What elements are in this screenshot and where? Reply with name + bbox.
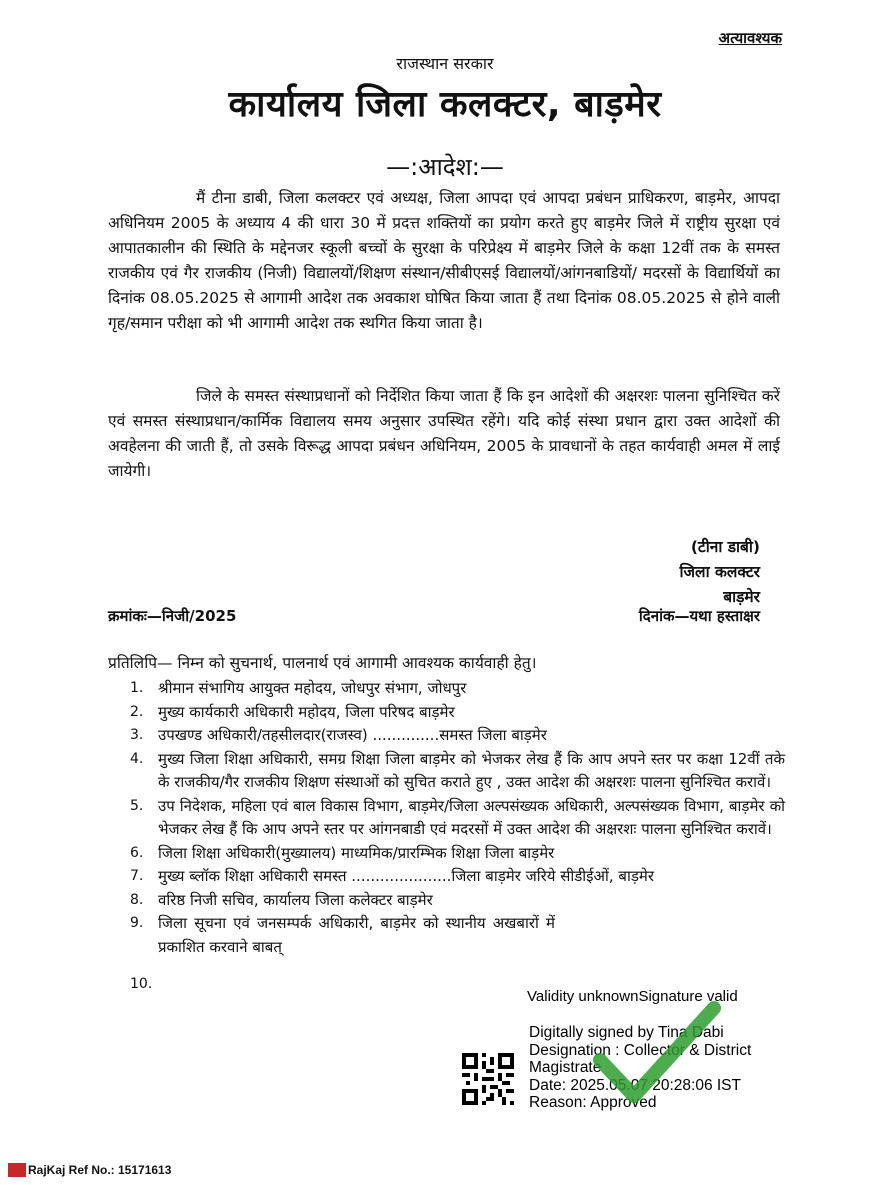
rajkaj-logo-icon [8,1163,26,1177]
list-item [130,724,785,748]
list-item [130,795,785,842]
list-item-number: 4. [130,750,144,767]
urgent-label: अत्यावश्यक [718,29,782,47]
list-item [130,842,785,866]
list-item-text: श्रीमान संभागिय आयुक्त महोदय, जोधपुर संभाग, जोधपुर [158,679,467,697]
list-item [130,677,785,701]
reference-date: दिनांक—यथा हस्ताक्षर [638,607,760,625]
list-item-number: 9. [130,915,144,931]
list-item-text: मुख्य ब्लॉक शिक्षा अधिकारी समस्त .....................जिला बाड़मेर जरिये सीडीईओं, बाड़मेर [158,867,654,885]
list-item-text: मुख्य जिला शिक्षा अधिकारी, समग्र शिक्षा जिला बाड़मेर को भेजकर लेख हैं कि आप अपने स्तर पर कक्षा 12वीं तके के राजकीय/गैर राजकीय शिक्षण संस्थाओं को सुचित कराते हुए , उक्त आदेश की अक्षरशः पालना सुनिश्चित करावें। [158,749,785,791]
list-item [130,701,785,725]
checkmark-icon [592,1000,722,1110]
signature-date: Date: 2025.05.07 20:28:06 IST [529,1076,741,1094]
rajkaj-ref-text: RajKaj Ref No.: 15171613 [28,1163,172,1177]
list-item [130,748,785,795]
list-item [130,889,785,913]
list-item-number: 2. [130,703,144,720]
list-item-number: 3. [130,727,144,743]
rajkaj-reference [8,1163,171,1177]
signatory-name: (टीना डाबी) [690,538,760,556]
order-paragraph-2: जिले के समस्त संस्थाप्रधानों को निर्देशित किया जाता हैं कि इन आदेशों की अक्षरशः पालना सुनिश्चित करें एवं समस्त संस्थाप्रधान/कार्मिक विद्यालय समय अनुसार उपस्थित रहेंगे। यदि कोई संस्था प्रधान द्वारा उक्त आदेशों की अवहेलना की जाती हैं, तो उसके विरूद्ध आपदा प्रबंधन अधिनियम, 2005 के प्रावधानों के तहत कार्यवाही अमल में लाई जायेगी। [108,387,780,480]
list-item-number: 10. [130,976,153,992]
signature-validity: Validity unknownSignature valid [527,988,738,1005]
list-item-number: 8. [130,891,144,908]
list-item-number: 7. [130,868,144,884]
list-item [130,912,785,959]
signature-reason: Reason: Approved [529,1094,657,1111]
signed-by: Digitally signed by Tina Dabi [529,1024,724,1041]
list-item-number: 1. [130,680,144,696]
signatory-place: बाड़मेर [723,588,760,606]
list-item [130,865,785,889]
order-paragraph-1: मैं टीना डाबी, जिला कलक्टर एवं अध्यक्ष, जिला आपदा एवं आपदा प्रबंधन प्राधिकरण, बाड़मेर, आपदा अधिनियम 2005 के अध्याय 4 की धारा 30 में प्रदत्त शक्तियों का प्रयोग करते हुए बाड़मेर जिले में राष्ट्रीय सुरक्षा एवं आपातकालीन की स्थिति के मद्देनजर स्कूली बच्चों के सुरक्षा के परिप्रेक्ष्य में बाड़मेर जिले के कक्षा 12वीं तक के समस्त राजकीय एवं गैर राजकीय (निजी) विद्यालयों/शिक्षण संस्थान/सीबीएसई विद्यालयों/आंगनबाडियों/ मदरसों के विद्यार्थियों का दिनांक 08.05.2025 से आगामी आदेश तक अवकाश घोषित किया जाता हैं तथा दिनांक 08.05.2025 से होने वाली गृह/समान परीक्षा को भी आगामी आदेश तक स्थगित किया जाता है। [108,189,780,332]
office-title: कार्यालय जिला कलक्टर, बाड़मेर [228,84,662,125]
list-item-text: उपखण्ड अधिकारी/तहसीलदार(राजस्व) ..............समस्त जिला बाड़मेर [158,726,547,744]
signer-designation: Designation : Collector & District [529,1041,752,1059]
order-heading: —:आदेश:— [386,153,504,181]
list-item-number: 5. [130,797,144,814]
list-item-text: वरिष्ठ निजी सचिव, कार्यालय जिला कलेक्टर बाड़मेर [158,890,433,909]
signatory-block [680,535,760,610]
list-item-text: मुख्य कार्यकारी अधिकारी महोदय, जिला परिषद बाड़मेर [158,702,455,721]
list-item-text: जिला शिक्षा अधिकारी(मुख्यालय) माध्यमिक/प्रारम्भिक शिक्षा जिला बाड़मेर [158,843,555,862]
signer-designation-cont: Magistrate [529,1059,602,1076]
copy-to-intro: प्रतिलिपि— निम्न को सुचनार्थ, पालनार्थ एवं आगामी आवश्यक कार्यवाही हेतु। [108,654,537,672]
copy-to-list [130,677,785,992]
qr-code-icon [462,1053,514,1105]
list-item-text: जिला सूचना एवं जनसम्पर्क अधिकारी, बाड़मेर को स्थानीय अखबारों में प्रकाशित करवाने बाबत् [158,914,555,956]
reference-number: क्रमांकः—निजी/2025 [108,607,237,625]
signatory-designation: जिला कलक्टर [679,563,760,581]
list-item-number: 6. [130,844,144,861]
list-item-text: उप निदेशक, महिला एवं बाल विकास विभाग, बाड़मेर/जिला अल्पसंख्यक अधिकारी, अल्पसंख्यक विभाग, बाड़मेर को भेजकर लेख हैं कि आप अपने स्तर पर आंगनबाडी एवं मदरसों में उक्त आदेश की अक्षरशः पालना सुनिश्चित करावें। [158,796,785,838]
government-name: राजस्थान सरकार [396,54,494,73]
